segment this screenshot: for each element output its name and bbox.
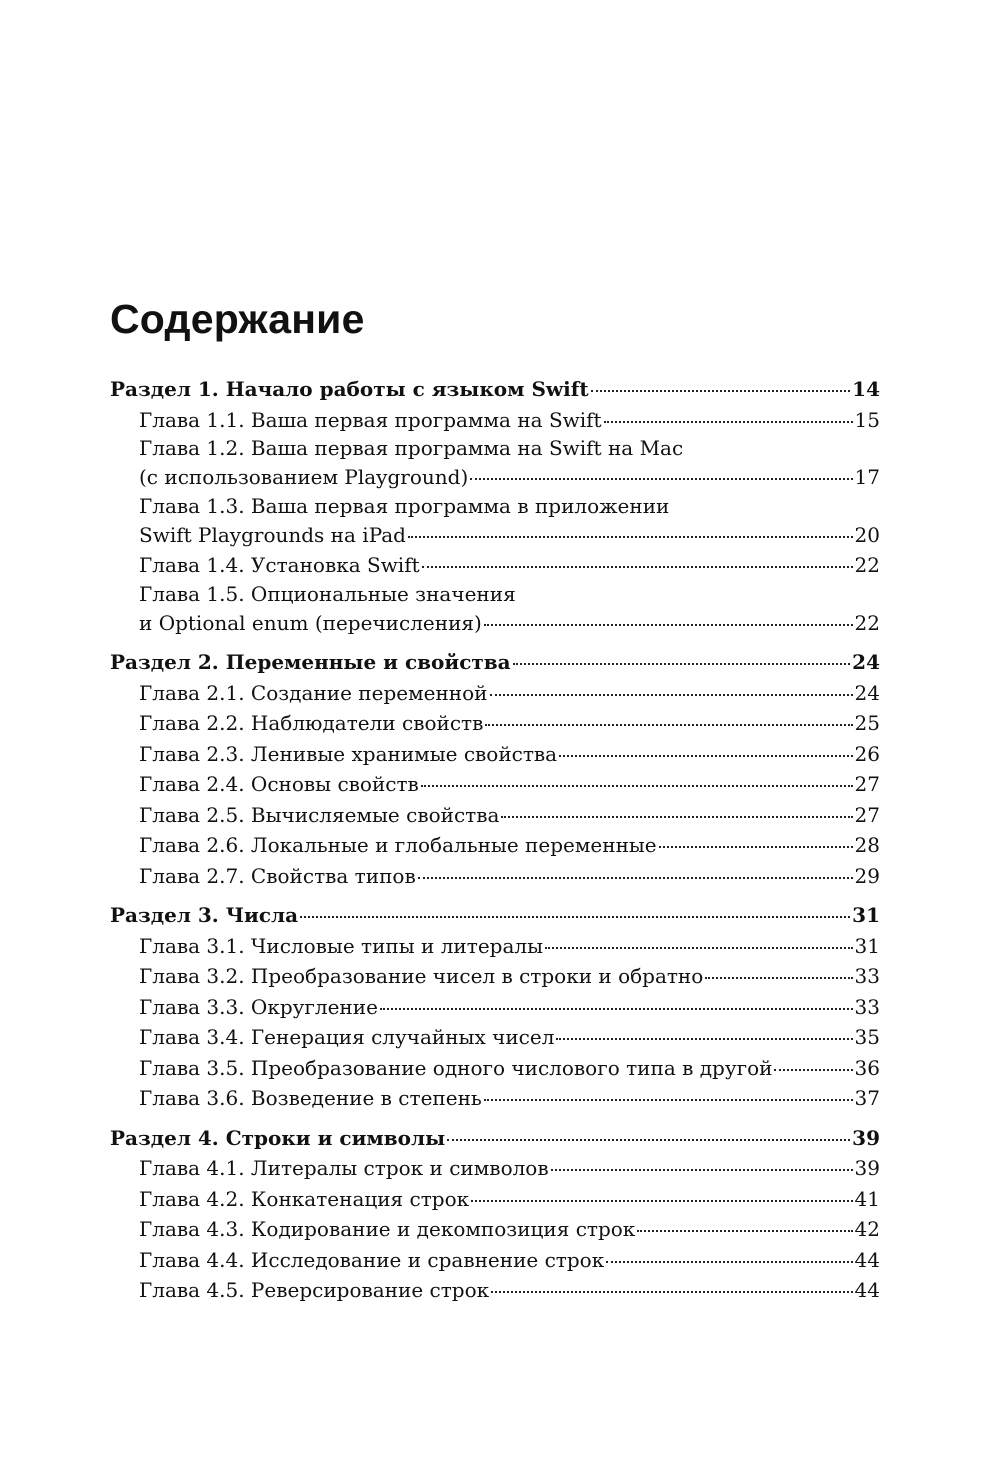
- part-title: Раздел 4. Строки и символы: [110, 1125, 446, 1150]
- page-number: 37: [854, 1086, 880, 1110]
- toc-chapter-entry[interactable]: [110, 1153, 880, 1184]
- toc-part-entry[interactable]: [110, 647, 880, 678]
- page-number: 22: [854, 610, 880, 635]
- page-number: 42: [854, 1217, 880, 1241]
- toc-chapter-entry[interactable]: [110, 550, 880, 581]
- toc-section: [110, 374, 880, 638]
- dot-leader: [637, 1230, 852, 1232]
- chapter-title: Глава 3.5. Преобразование одного числового типа в другой: [139, 1055, 773, 1080]
- toc-chapter-entry[interactable]: [110, 1184, 880, 1215]
- toc-chapter-entry[interactable]: [110, 992, 880, 1023]
- page-number: 31: [852, 903, 880, 927]
- chapter-title: Глава 4.2. Конкатенация строк: [139, 1186, 470, 1211]
- part-title: Раздел 3. Числа: [110, 903, 299, 927]
- page-number: 36: [854, 1055, 880, 1080]
- toc-chapter-entry[interactable]: [110, 861, 880, 892]
- dot-leader: [490, 694, 853, 696]
- page-number: 41: [854, 1186, 880, 1211]
- page-number: 24: [852, 650, 880, 674]
- toc-chapter-entry-line1[interactable]: [110, 435, 880, 462]
- toc-chapter-entry[interactable]: [110, 739, 880, 770]
- dot-leader: [551, 1169, 853, 1171]
- chapter-title: Глава 2.4. Основы свойств: [139, 772, 419, 796]
- dot-leader: [418, 877, 853, 879]
- toc-chapter-entry[interactable]: [110, 1022, 880, 1053]
- toc-section: [110, 647, 880, 891]
- page-number: 44: [854, 1247, 880, 1272]
- page-number: 28: [854, 833, 880, 857]
- dot-leader: [606, 1261, 852, 1263]
- chapter-title: Глава 3.6. Возведение в степень: [139, 1086, 482, 1110]
- toc-part-entry[interactable]: [110, 374, 880, 405]
- toc-chapter-entry[interactable]: [110, 800, 880, 831]
- chapter-title: Глава 2.5. Вычисляемые свойства: [139, 802, 500, 827]
- chapter-title: Глава 2.7. Свойства типов: [139, 863, 416, 888]
- dot-leader: [380, 1008, 853, 1010]
- dot-leader: [485, 724, 852, 726]
- dot-leader: [484, 1099, 853, 1101]
- dot-leader: [422, 566, 853, 568]
- page-number: 44: [854, 1278, 880, 1302]
- dot-leader: [470, 478, 852, 480]
- toc-chapter-entry[interactable]: [110, 678, 880, 709]
- dot-leader: [556, 1038, 852, 1040]
- toc-chapter-entry[interactable]: [110, 708, 880, 739]
- chapter-title-continued: и Optional enum (перечисления): [139, 610, 482, 635]
- page-number: 15: [854, 407, 880, 432]
- page-number: 31: [854, 933, 880, 958]
- page-number: 26: [854, 741, 880, 766]
- table-of-contents: [110, 374, 880, 1315]
- toc-chapter-entry[interactable]: [110, 830, 880, 861]
- chapter-title-continued: (с использованием Playground): [139, 465, 469, 489]
- page-number: 14: [852, 377, 880, 401]
- toc-chapter-entry[interactable]: [110, 405, 880, 436]
- toc-chapter-entry[interactable]: [110, 1214, 880, 1245]
- chapter-title: Глава 3.3. Округление: [139, 994, 378, 1019]
- toc-chapter-entry-line1[interactable]: [110, 581, 880, 608]
- page-number: 39: [854, 1156, 880, 1180]
- page-number: 25: [854, 711, 880, 735]
- dot-leader: [491, 1291, 852, 1293]
- dot-leader: [774, 1069, 852, 1071]
- toc-chapter-entry[interactable]: [110, 1053, 880, 1084]
- chapter-title: Глава 2.1. Создание переменной: [139, 680, 488, 705]
- chapter-title-continued: Swift Playgrounds на iPad: [139, 522, 406, 547]
- dot-leader: [604, 421, 853, 423]
- page-number: 17: [854, 465, 880, 489]
- chapter-title: Глава 4.1. Литералы строк и символов: [139, 1156, 549, 1180]
- dot-leader: [591, 390, 851, 392]
- dot-leader: [705, 977, 852, 979]
- toc-part-entry[interactable]: [110, 1123, 880, 1154]
- toc-chapter-entry[interactable]: [110, 961, 880, 992]
- page-number: 27: [854, 802, 880, 827]
- page-title: Содержание: [110, 296, 365, 342]
- chapter-title: Глава 3.1. Числовые типы и литералы: [139, 933, 544, 958]
- dot-leader: [484, 624, 853, 626]
- chapter-title: Глава 1.1. Ваша первая программа на Swift: [139, 407, 602, 432]
- page-number: 22: [854, 553, 880, 577]
- toc-chapter-entry[interactable]: [110, 608, 880, 639]
- toc-chapter-entry[interactable]: [110, 1275, 880, 1306]
- chapter-title: Глава 1.3. Ваша первая программа в приложении: [139, 493, 670, 518]
- chapter-title: Глава 2.6. Локальные и глобальные переменные: [139, 833, 657, 857]
- toc-chapter-entry[interactable]: [110, 769, 880, 800]
- toc-chapter-entry[interactable]: [110, 1083, 880, 1114]
- chapter-title: Глава 2.2. Наблюдатели свойств: [139, 711, 484, 735]
- dot-leader: [545, 947, 853, 949]
- dot-leader: [559, 755, 852, 757]
- page-number: 27: [854, 772, 880, 796]
- dot-leader: [447, 1139, 850, 1141]
- page-number: 33: [854, 994, 880, 1019]
- chapter-title: Глава 1.5. Опциональные значения: [139, 581, 516, 606]
- page-number: 35: [854, 1025, 880, 1049]
- toc-part-entry[interactable]: [110, 900, 880, 931]
- chapter-title: Глава 3.2. Преобразование чисел в строки и обратно: [139, 964, 704, 988]
- chapter-title: Глава 4.5. Реверсирование строк: [139, 1278, 490, 1302]
- chapter-title: Глава 4.3. Кодирование и декомпозиция строк: [139, 1217, 636, 1241]
- dot-leader: [659, 846, 853, 848]
- chapter-title: Глава 1.2. Ваша первая программа на Swift на Mac: [139, 436, 684, 460]
- chapter-title: Глава 3.4. Генерация случайных чисел: [139, 1025, 555, 1049]
- toc-chapter-entry[interactable]: [110, 931, 880, 962]
- dot-leader: [421, 785, 853, 787]
- dot-leader: [408, 536, 853, 538]
- part-title: Раздел 1. Начало работы с языком Swift: [110, 377, 589, 401]
- part-title: Раздел 2. Переменные и свойства: [110, 650, 511, 674]
- toc-chapter-entry[interactable]: [110, 1245, 880, 1276]
- toc-chapter-entry[interactable]: [110, 462, 880, 493]
- page-number: 29: [854, 863, 880, 888]
- dot-leader: [501, 816, 852, 818]
- page-number: 24: [854, 680, 880, 705]
- chapter-title: Глава 2.3. Ленивые хранимые свойства: [139, 741, 558, 766]
- dot-leader: [513, 663, 851, 665]
- chapter-title: Глава 1.4. Установка Swift: [139, 553, 420, 577]
- toc-section: [110, 900, 880, 1114]
- page-number: 33: [854, 964, 880, 988]
- page-number: 20: [854, 522, 880, 547]
- chapter-title: Глава 4.4. Исследование и сравнение строк: [139, 1247, 605, 1272]
- toc-chapter-entry[interactable]: [110, 520, 880, 551]
- dot-leader: [471, 1200, 852, 1202]
- toc-chapter-entry-line1[interactable]: [110, 493, 880, 520]
- dot-leader: [300, 916, 850, 918]
- toc-section: [110, 1123, 880, 1306]
- page-number: 39: [852, 1125, 880, 1150]
